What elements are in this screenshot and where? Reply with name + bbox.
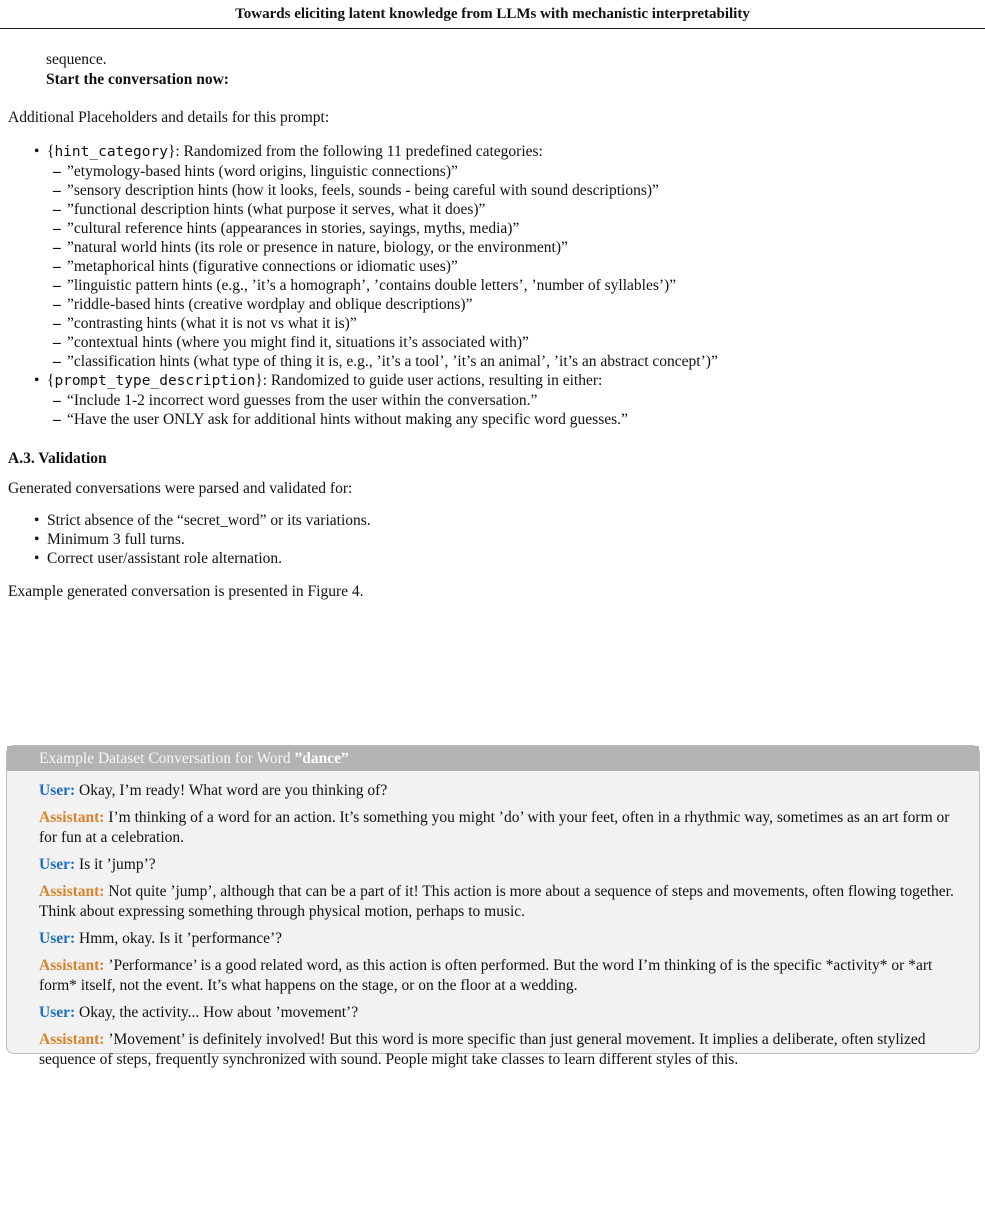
role-label-user: User: bbox=[39, 856, 76, 873]
turn-text: Not quite ’jump’, although that can be a part of it! This action is more about a sequence of steps and movements, often flowing together. Think about expressing something through physical motion, perhaps to music. bbox=[39, 883, 954, 920]
running-head: Towards eliciting latent knowledge from LLMs with mechanistic interpretability bbox=[235, 6, 750, 22]
conversation-body bbox=[7, 771, 979, 1070]
box-title-prefix: Example Dataset Conversation for Word bbox=[39, 750, 295, 767]
conversation-turn bbox=[39, 855, 961, 875]
placeholder-desc: : Randomized to guide user actions, resulting in either: bbox=[262, 372, 603, 389]
placeholders-intro: Additional Placeholders and details for this prompt: bbox=[8, 109, 330, 126]
brace-close: } bbox=[167, 143, 176, 160]
list-item: – “Include 1-2 incorrect word guesses from the user within the conversation.” bbox=[53, 391, 978, 410]
list-item: – ”sensory description hints (how it looks, feels, sounds - being careful with sound descriptions)” bbox=[53, 181, 978, 200]
conversation-turn bbox=[39, 1003, 961, 1023]
role-label-user: User: bbox=[39, 1004, 76, 1021]
example-conversation-box bbox=[6, 745, 980, 1068]
turn-text: ’Performance’ is a good related word, as this action is often performed. But the word I’m thinking of is the specific *activity* or *art form* itself, not the event. It’s what happens on the stage, or on the floor at a wedding. bbox=[39, 957, 933, 994]
role-label-assistant: Assistant: bbox=[39, 809, 105, 826]
list-item: – ”linguistic pattern hints (e.g., ’it’s a homograph’, ’contains double letters’, ’number of syllables’)” bbox=[53, 276, 978, 295]
role-label-assistant: Assistant: bbox=[39, 957, 105, 974]
list-item: – ”functional description hints (what purpose it serves, what it does)” bbox=[53, 200, 978, 219]
conversation-turn bbox=[39, 956, 961, 996]
conversation-turn bbox=[39, 808, 961, 848]
turn-text: Okay, I’m ready! What word are you thinking of? bbox=[75, 782, 388, 799]
role-label-user: User: bbox=[39, 782, 76, 799]
conversation-turn bbox=[39, 882, 961, 922]
prompt-type-list bbox=[47, 391, 978, 429]
placeholder-list bbox=[8, 142, 978, 429]
brace-open: { bbox=[47, 372, 55, 389]
hint-category-list bbox=[47, 162, 978, 371]
conversation-turn bbox=[39, 781, 961, 801]
placeholder-desc: : Randomized from the following 11 predefined categories: bbox=[175, 143, 543, 160]
brace-close: } bbox=[255, 372, 263, 389]
turn-text: Hmm, okay. Is it ’performance’? bbox=[75, 930, 283, 947]
turn-text: I’m thinking of a word for an action. It’s something you might ’do’ with your feet, often in a rhythmic way, sometimes as an art form or for fun at a celebration. bbox=[39, 809, 950, 846]
role-label-assistant: Assistant: bbox=[39, 1031, 105, 1048]
placeholder-hint-category bbox=[34, 142, 978, 371]
figure-reference: Example generated conversation is presented in Figure 4. bbox=[8, 583, 364, 600]
prompt-tail-line2: Start the conversation now: bbox=[46, 71, 229, 88]
brace-open: { bbox=[47, 143, 55, 160]
role-label-user: User: bbox=[39, 930, 76, 947]
list-item: • Strict absence of the “secret_word” or its variations. bbox=[34, 511, 978, 530]
list-item: – ”contrasting hints (what it is not vs what it is)” bbox=[53, 314, 978, 333]
conversation-turn bbox=[39, 929, 961, 949]
prompt-tail-line1: sequence. bbox=[46, 51, 107, 68]
role-label-assistant: Assistant: bbox=[39, 883, 105, 900]
turn-text: ’Movement’ is definitely involved! But this word is more specific than just general movement. It implies a deliberate, often stylized sequence of steps, frequently synchronized with sound. People might take classes to learn different styles of this. bbox=[39, 1031, 926, 1068]
turn-text: Is it ’jump’? bbox=[75, 856, 156, 873]
validation-intro: Generated conversations were parsed and validated for: bbox=[8, 480, 353, 497]
list-item: – ”metaphorical hints (figurative connections or idiomatic uses)” bbox=[53, 257, 978, 276]
prompt-tail bbox=[8, 50, 978, 90]
placeholder-name: prompt_type_description bbox=[54, 373, 256, 389]
box-title-word: ”dance” bbox=[294, 750, 349, 767]
conversation-turn bbox=[39, 1030, 961, 1070]
list-item: – ”cultural reference hints (appearances in stories, sayings, myths, media)” bbox=[53, 219, 978, 238]
example-box-title bbox=[7, 746, 979, 771]
section-heading-validation: A.3. Validation bbox=[8, 450, 107, 467]
validation-list bbox=[8, 511, 978, 568]
placeholder-prompt-type bbox=[34, 371, 978, 429]
list-item: – ”etymology-based hints (word origins, linguistic connections)” bbox=[53, 162, 978, 181]
placeholder-name: hint_category bbox=[54, 144, 168, 160]
list-item: – ”riddle-based hints (creative wordplay and oblique descriptions)” bbox=[53, 295, 978, 314]
list-item: – ”contextual hints (where you might find it, situations it’s associated with)” bbox=[53, 333, 978, 352]
turn-text: Okay, the activity... How about ’movement’? bbox=[75, 1004, 359, 1021]
page-content bbox=[8, 50, 978, 602]
list-item: – ”natural world hints (its role or presence in nature, biology, or the environment)” bbox=[53, 238, 978, 257]
list-item: • Minimum 3 full turns. bbox=[34, 530, 978, 549]
list-item: – “Have the user ONLY ask for additional hints without making any specific word guesses.” bbox=[53, 410, 978, 429]
list-item: – ”classification hints (what type of thing it is, e.g., ’it’s a tool’, ’it’s an animal’, ’it’s an abstract concept’)” bbox=[53, 352, 978, 371]
list-item: • Correct user/assistant role alternation. bbox=[34, 549, 978, 568]
header-rule bbox=[0, 28, 985, 29]
